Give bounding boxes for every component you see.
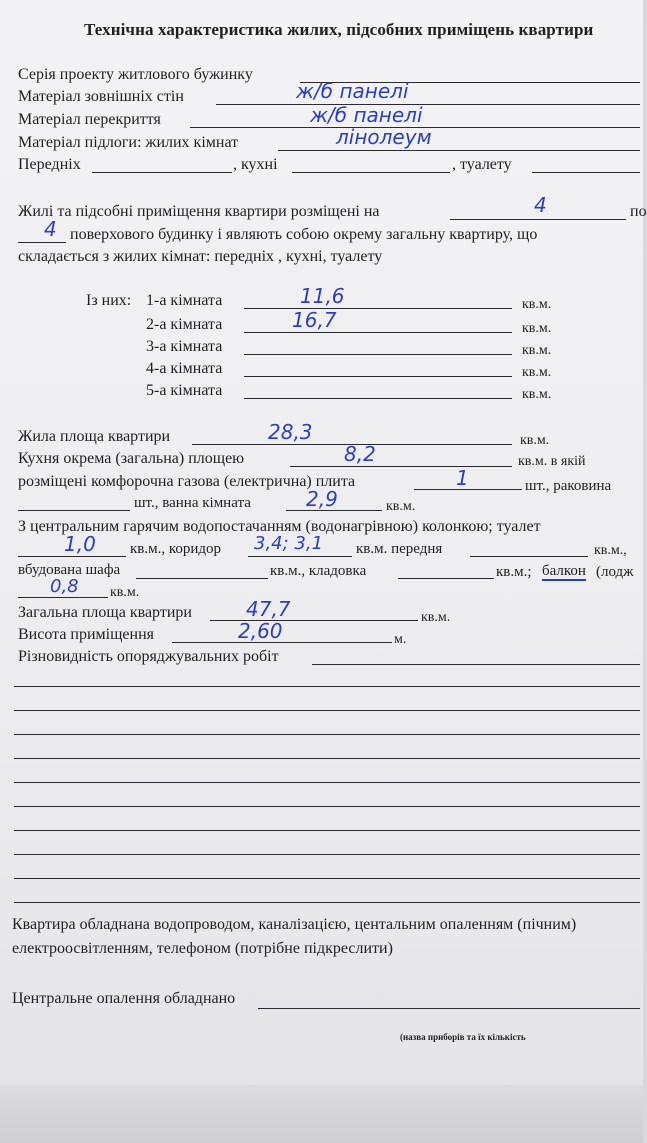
height-label: Висота приміщення	[18, 626, 155, 643]
room-1-label: 1-а кімната	[146, 292, 223, 309]
room-3-label: 3-а кімната	[146, 338, 223, 355]
total-area-value: 47,7	[246, 597, 291, 621]
height-unit: м.	[394, 632, 407, 647]
page-title: Технічна характеристика жилих, підсобних приміщень квартири	[84, 20, 594, 39]
room-2-label: 2-а кімната	[146, 316, 223, 333]
corridor-line	[248, 556, 352, 557]
living-area-unit: кв.м.	[520, 433, 550, 448]
sink-unit: шт., ванна кімната	[134, 495, 251, 511]
kitchen-area-value: 8,2	[344, 442, 376, 466]
toilet-line	[532, 172, 640, 173]
room-4-label: 4-а кімната	[146, 360, 223, 377]
room-3-line	[244, 354, 512, 355]
kitchen-label: , кухні	[233, 156, 278, 173]
page-bottom-shadow	[0, 1085, 643, 1143]
room-5-unit: кв.м.	[522, 387, 552, 402]
room-2-line	[244, 332, 512, 333]
floor-label: Матеріал підлоги: жилих кімнат	[18, 134, 239, 151]
room-4-unit: кв.м.	[522, 365, 552, 380]
placement-line1: Жилі та підсобні приміщення квартири розміщені на	[18, 203, 380, 220]
height-value: 2,60	[238, 619, 283, 643]
blank-line	[14, 782, 640, 783]
storage-label: кв.м., кладовка	[270, 563, 367, 579]
placement-line1-end: по	[630, 203, 647, 220]
hall-line	[92, 172, 232, 173]
blank-line	[14, 710, 640, 711]
ceiling-label: Матеріал перекриття	[18, 111, 161, 128]
blank-line	[14, 734, 640, 735]
room-3-unit: кв.м.	[522, 343, 552, 358]
hall-label: Передніх	[18, 156, 81, 173]
heating-line	[258, 1008, 640, 1009]
toilet-label: , туалету	[452, 156, 512, 173]
room-4-line	[244, 376, 512, 377]
floors-total-line	[18, 242, 66, 243]
hall-area-line	[470, 556, 588, 557]
living-area-label: Жила площа квартири	[18, 428, 171, 445]
corridor-label: кв.м., коридор	[130, 541, 222, 557]
balcony-label: балкон	[542, 563, 586, 579]
blank-line	[14, 854, 640, 855]
kitchen-area-unit: кв.м. в якій	[518, 454, 586, 469]
walls-value: ж/б панелі	[296, 79, 409, 103]
wardrobe-label: вбудована шафа	[18, 562, 121, 578]
living-area-value: 28,3	[268, 420, 313, 444]
kitchen-line	[292, 172, 450, 173]
walls-line	[216, 104, 640, 105]
stove-unit: шт., раковина	[525, 478, 612, 494]
ceiling-value: ж/б панелі	[310, 103, 423, 127]
walls-label: Матеріал зовнішніх стін	[18, 88, 184, 105]
storage-line	[398, 578, 494, 579]
blank-line	[14, 902, 640, 903]
floor-line	[278, 150, 640, 151]
room-1-value: 11,6	[300, 284, 345, 308]
room-1-unit: кв.м.	[522, 297, 552, 312]
stove-value: 1	[456, 466, 469, 490]
blank-line	[14, 830, 640, 831]
kitchen-area-label: Кухня окрема (загальна) площею	[18, 450, 245, 467]
blank-line	[14, 686, 640, 687]
blank-line	[14, 758, 640, 759]
room-2-unit: кв.м.	[522, 321, 552, 336]
floors-total-value: 4	[44, 217, 57, 241]
hall-area-label: кв.м. передня	[356, 541, 443, 557]
heating-label: Центральне опалення обладнано	[12, 990, 236, 1007]
placement-line2: поверхового будинку і являють собою окрему загальну квартиру, що	[70, 226, 538, 243]
stove-label: розміщені комфорочна газова (електрична) плита	[18, 473, 356, 490]
hall-area-unit: кв.м.,	[594, 543, 627, 558]
balcony-unit: кв.м.	[110, 585, 140, 600]
blank-line	[14, 878, 640, 879]
total-area-unit: кв.м.	[421, 610, 451, 625]
corridor-value: 3,4; 3,1	[254, 533, 324, 554]
placement-floor-value: 4	[534, 193, 547, 217]
placement-line3: складається з жилих кімнат: передніх , кухні, туалету	[18, 248, 383, 265]
kitchen-area-line	[290, 466, 512, 467]
hotwater-line: З центральним гарячим водопостачанням (водонагрівною) колонкою; туалет	[18, 518, 541, 535]
toilet-area-value: 1,0	[64, 532, 96, 556]
total-area-label: Загальна площа квартири	[18, 604, 192, 621]
bath-unit: кв.м.	[386, 499, 416, 514]
rooms-prefix: Із них:	[86, 292, 132, 309]
toilet-area-line	[18, 556, 126, 557]
loggia-label: (лодж	[596, 564, 634, 580]
blank-line	[14, 806, 640, 807]
utilities-line2: електроосвітленням, телефоном (потрібне підкреслити)	[12, 940, 393, 957]
room-1-line	[244, 308, 512, 309]
balcony-value: 0,8	[50, 576, 79, 597]
placement-floor-line	[450, 219, 626, 220]
wardrobe-line	[136, 578, 268, 579]
sink-line	[18, 510, 130, 511]
floor-value: лінолеум	[336, 125, 432, 149]
room-2-value: 16,7	[292, 308, 337, 332]
finish-line	[312, 664, 640, 665]
heating-note: (назва приборів та їх кількість	[400, 1032, 526, 1042]
series-label: Серія проекту житлового бужинку	[18, 66, 253, 83]
utilities-line1: Квартира обладнана водопроводом, каналізацією, центальним опаленням (пічним)	[12, 916, 577, 933]
room-5-line	[244, 398, 512, 399]
finish-label: Різновидність опоряджувальних робіт	[18, 648, 279, 665]
room-5-label: 5-а кімната	[146, 382, 223, 399]
bath-value: 2,9	[306, 487, 338, 511]
balcony-pre: кв.м.;	[496, 564, 532, 580]
